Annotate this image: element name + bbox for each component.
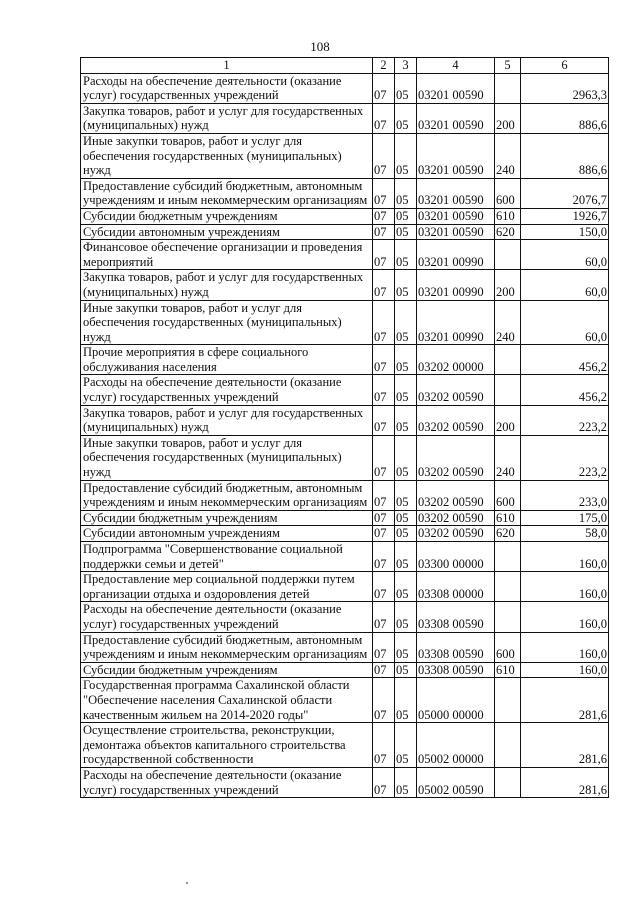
row-target-article-cell: 03201 00590 (417, 103, 495, 133)
table-row (81, 572, 609, 602)
row-name-cell: Закупка товаров, работ и услуг для государственных (муниципальных) нужд (81, 103, 373, 133)
row-target-article-cell: 03201 00590 (417, 208, 495, 224)
row-subsection-cell: 05 (395, 270, 417, 300)
row-name-cell: Расходы на обеспечение деятельности (оказание услуг) государственных учреждений (81, 767, 373, 797)
row-target-article-cell: 03202 00590 (417, 526, 495, 542)
row-section-cell: 07 (373, 240, 395, 270)
row-name-cell: Субсидии автономным учреждениям (81, 526, 373, 542)
row-name-cell: Закупка товаров, работ и услуг для государственных (муниципальных) нужд (81, 405, 373, 435)
row-expense-type-cell (495, 678, 521, 723)
header-row (81, 58, 609, 74)
table-row (81, 208, 609, 224)
row-amount-cell: 160,0 (521, 602, 609, 632)
table-row (81, 435, 609, 480)
table-row (81, 542, 609, 572)
row-amount-cell: 281,6 (521, 767, 609, 797)
row-target-article-cell: 03201 00990 (417, 270, 495, 300)
row-section-cell: 07 (373, 345, 395, 375)
row-amount-cell: 150,0 (521, 224, 609, 240)
row-amount-cell: 60,0 (521, 300, 609, 345)
row-section-cell: 07 (373, 678, 395, 723)
row-section-cell: 07 (373, 723, 395, 768)
row-name-cell: Субсидии бюджетным учреждениям (81, 510, 373, 526)
row-target-article-cell: 05000 00000 (417, 678, 495, 723)
row-subsection-cell: 05 (395, 678, 417, 723)
row-section-cell: 07 (373, 208, 395, 224)
row-subsection-cell: 05 (395, 526, 417, 542)
row-amount-cell: 223,2 (521, 405, 609, 435)
row-section-cell: 07 (373, 572, 395, 602)
row-subsection-cell: 05 (395, 224, 417, 240)
row-expense-type-cell: 200 (495, 103, 521, 133)
row-amount-cell: 58,0 (521, 526, 609, 542)
row-subsection-cell: 05 (395, 767, 417, 797)
row-name-cell: Предоставление мер социальной поддержки путем организации отдыха и оздоровления детей (81, 572, 373, 602)
row-target-article-cell: 03308 00590 (417, 662, 495, 678)
table-row (81, 133, 609, 178)
row-subsection-cell: 05 (395, 510, 417, 526)
row-target-article-cell: 03202 00590 (417, 435, 495, 480)
row-expense-type-cell (495, 345, 521, 375)
table-row (81, 224, 609, 240)
header-col-1: 1 (81, 58, 373, 74)
table-row (81, 602, 609, 632)
table-row (81, 767, 609, 797)
row-section-cell: 07 (373, 602, 395, 632)
row-subsection-cell: 05 (395, 632, 417, 662)
row-subsection-cell: 05 (395, 73, 417, 103)
row-expense-type-cell (495, 572, 521, 602)
row-name-cell: Предоставление субсидий бюджетным, автономным учреждениям и иным некоммерческим организациям (81, 480, 373, 510)
row-amount-cell: 1926,7 (521, 208, 609, 224)
row-expense-type-cell: 240 (495, 133, 521, 178)
row-amount-cell: 2076,7 (521, 178, 609, 208)
row-amount-cell: 281,6 (521, 723, 609, 768)
row-section-cell: 07 (373, 632, 395, 662)
row-subsection-cell: 05 (395, 723, 417, 768)
row-amount-cell: 160,0 (521, 662, 609, 678)
row-target-article-cell: 03300 00000 (417, 542, 495, 572)
row-target-article-cell: 03202 00590 (417, 480, 495, 510)
row-section-cell: 07 (373, 103, 395, 133)
row-expense-type-cell: 610 (495, 662, 521, 678)
table-row (81, 405, 609, 435)
row-subsection-cell: 05 (395, 542, 417, 572)
table-row (81, 103, 609, 133)
row-amount-cell: 60,0 (521, 240, 609, 270)
table-row (81, 510, 609, 526)
row-expense-type-cell (495, 375, 521, 405)
row-subsection-cell: 05 (395, 103, 417, 133)
row-target-article-cell: 03201 00590 (417, 224, 495, 240)
row-expense-type-cell: 200 (495, 405, 521, 435)
table-row (81, 300, 609, 345)
row-expense-type-cell: 240 (495, 435, 521, 480)
row-expense-type-cell (495, 240, 521, 270)
row-section-cell: 07 (373, 526, 395, 542)
row-name-cell: Иные закупки товаров, работ и услуг для обеспечения государственных (муниципальных) нужд (81, 300, 373, 345)
row-name-cell: Субсидии бюджетным учреждениям (81, 662, 373, 678)
table-row (81, 270, 609, 300)
row-name-cell: Субсидии бюджетным учреждениям (81, 208, 373, 224)
row-name-cell: Государственная программа Сахалинской области "Обеспечение населения Сахалинской области качественным жильем на 2014-2020 годы" (81, 678, 373, 723)
table-row (81, 178, 609, 208)
row-subsection-cell: 05 (395, 435, 417, 480)
row-name-cell: Закупка товаров, работ и услуг для государственных (муниципальных) нужд (81, 270, 373, 300)
row-target-article-cell: 03202 00590 (417, 510, 495, 526)
row-expense-type-cell: 240 (495, 300, 521, 345)
row-section-cell: 07 (373, 133, 395, 178)
row-expense-type-cell: 610 (495, 510, 521, 526)
row-target-article-cell: 05002 00590 (417, 767, 495, 797)
table-row (81, 526, 609, 542)
row-expense-type-cell: 620 (495, 526, 521, 542)
row-target-article-cell: 03308 00000 (417, 572, 495, 602)
row-expense-type-cell (495, 723, 521, 768)
row-amount-cell: 886,6 (521, 133, 609, 178)
row-target-article-cell: 03201 00590 (417, 73, 495, 103)
row-name-cell: Иные закупки товаров, работ и услуг для обеспечения государственных (муниципальных) нужд (81, 133, 373, 178)
row-target-article-cell: 03202 00000 (417, 345, 495, 375)
row-target-article-cell: 03202 00590 (417, 405, 495, 435)
row-target-article-cell: 05002 00000 (417, 723, 495, 768)
table-row (81, 632, 609, 662)
row-name-cell: Расходы на обеспечение деятельности (оказание услуг) государственных учреждений (81, 73, 373, 103)
row-target-article-cell: 03308 00590 (417, 602, 495, 632)
row-subsection-cell: 05 (395, 405, 417, 435)
row-section-cell: 07 (373, 375, 395, 405)
row-name-cell: Прочие мероприятия в сфере социального обслуживания населения (81, 345, 373, 375)
row-expense-type-cell: 600 (495, 178, 521, 208)
row-target-article-cell: 03201 00590 (417, 133, 495, 178)
row-subsection-cell: 05 (395, 300, 417, 345)
header-col-3: 3 (395, 58, 417, 74)
row-section-cell: 07 (373, 300, 395, 345)
row-amount-cell: 233,0 (521, 480, 609, 510)
row-name-cell: Субсидии автономным учреждениям (81, 224, 373, 240)
row-subsection-cell: 05 (395, 345, 417, 375)
row-subsection-cell: 05 (395, 572, 417, 602)
table-row (81, 662, 609, 678)
row-subsection-cell: 05 (395, 133, 417, 178)
table-body (81, 73, 609, 798)
scan-speck (186, 882, 188, 884)
row-expense-type-cell: 610 (495, 208, 521, 224)
row-name-cell: Предоставление субсидий бюджетным, автономным учреждениям и иным некоммерческим организациям (81, 632, 373, 662)
row-amount-cell: 456,2 (521, 345, 609, 375)
row-subsection-cell: 05 (395, 178, 417, 208)
row-section-cell: 07 (373, 405, 395, 435)
header-col-5: 5 (495, 58, 521, 74)
row-target-article-cell: 03201 00990 (417, 300, 495, 345)
row-section-cell: 07 (373, 480, 395, 510)
table-row (81, 678, 609, 723)
row-amount-cell: 60,0 (521, 270, 609, 300)
row-section-cell: 07 (373, 542, 395, 572)
table-row (81, 480, 609, 510)
row-amount-cell: 223,2 (521, 435, 609, 480)
header-col-6: 6 (521, 58, 609, 74)
row-section-cell: 07 (373, 435, 395, 480)
row-name-cell: Иные закупки товаров, работ и услуг для обеспечения государственных (муниципальных) нужд (81, 435, 373, 480)
row-section-cell: 07 (373, 510, 395, 526)
budget-table (80, 57, 609, 798)
row-subsection-cell: 05 (395, 375, 417, 405)
table-row (81, 345, 609, 375)
row-amount-cell: 160,0 (521, 542, 609, 572)
row-section-cell: 07 (373, 73, 395, 103)
row-expense-type-cell: 620 (495, 224, 521, 240)
row-name-cell: Осуществление строительства, реконструкции, демонтажа объектов капитального строительства государственной собственности (81, 723, 373, 768)
row-subsection-cell: 05 (395, 208, 417, 224)
row-amount-cell: 160,0 (521, 572, 609, 602)
row-expense-type-cell: 600 (495, 632, 521, 662)
row-target-article-cell: 03202 00590 (417, 375, 495, 405)
row-amount-cell: 2963,3 (521, 73, 609, 103)
row-expense-type-cell: 600 (495, 480, 521, 510)
row-amount-cell: 175,0 (521, 510, 609, 526)
table-row (81, 73, 609, 103)
row-name-cell: Финансовое обеспечение организации и проведения мероприятий (81, 240, 373, 270)
page-number: 108 (310, 39, 330, 54)
row-expense-type-cell (495, 767, 521, 797)
table-row (81, 375, 609, 405)
row-section-cell: 07 (373, 767, 395, 797)
row-subsection-cell: 05 (395, 480, 417, 510)
row-target-article-cell: 03308 00590 (417, 632, 495, 662)
row-amount-cell: 281,6 (521, 678, 609, 723)
row-amount-cell: 886,6 (521, 103, 609, 133)
row-name-cell: Расходы на обеспечение деятельности (оказание услуг) государственных учреждений (81, 375, 373, 405)
header-col-4: 4 (417, 58, 495, 74)
table-row (81, 723, 609, 768)
row-expense-type-cell: 200 (495, 270, 521, 300)
row-expense-type-cell (495, 73, 521, 103)
row-section-cell: 07 (373, 662, 395, 678)
row-expense-type-cell (495, 602, 521, 632)
row-section-cell: 07 (373, 224, 395, 240)
row-target-article-cell: 03201 00590 (417, 178, 495, 208)
row-subsection-cell: 05 (395, 662, 417, 678)
row-name-cell: Предоставление субсидий бюджетным, автономным учреждениям и иным некоммерческим организациям (81, 178, 373, 208)
table-row (81, 240, 609, 270)
row-name-cell: Подпрограмма "Совершенствование социальной поддержки семьи и детей" (81, 542, 373, 572)
header-col-2: 2 (373, 58, 395, 74)
row-subsection-cell: 05 (395, 602, 417, 632)
row-section-cell: 07 (373, 270, 395, 300)
row-name-cell: Расходы на обеспечение деятельности (оказание услуг) государственных учреждений (81, 602, 373, 632)
row-expense-type-cell (495, 542, 521, 572)
row-section-cell: 07 (373, 178, 395, 208)
row-target-article-cell: 03201 00990 (417, 240, 495, 270)
row-subsection-cell: 05 (395, 240, 417, 270)
row-amount-cell: 456,2 (521, 375, 609, 405)
row-amount-cell: 160,0 (521, 632, 609, 662)
